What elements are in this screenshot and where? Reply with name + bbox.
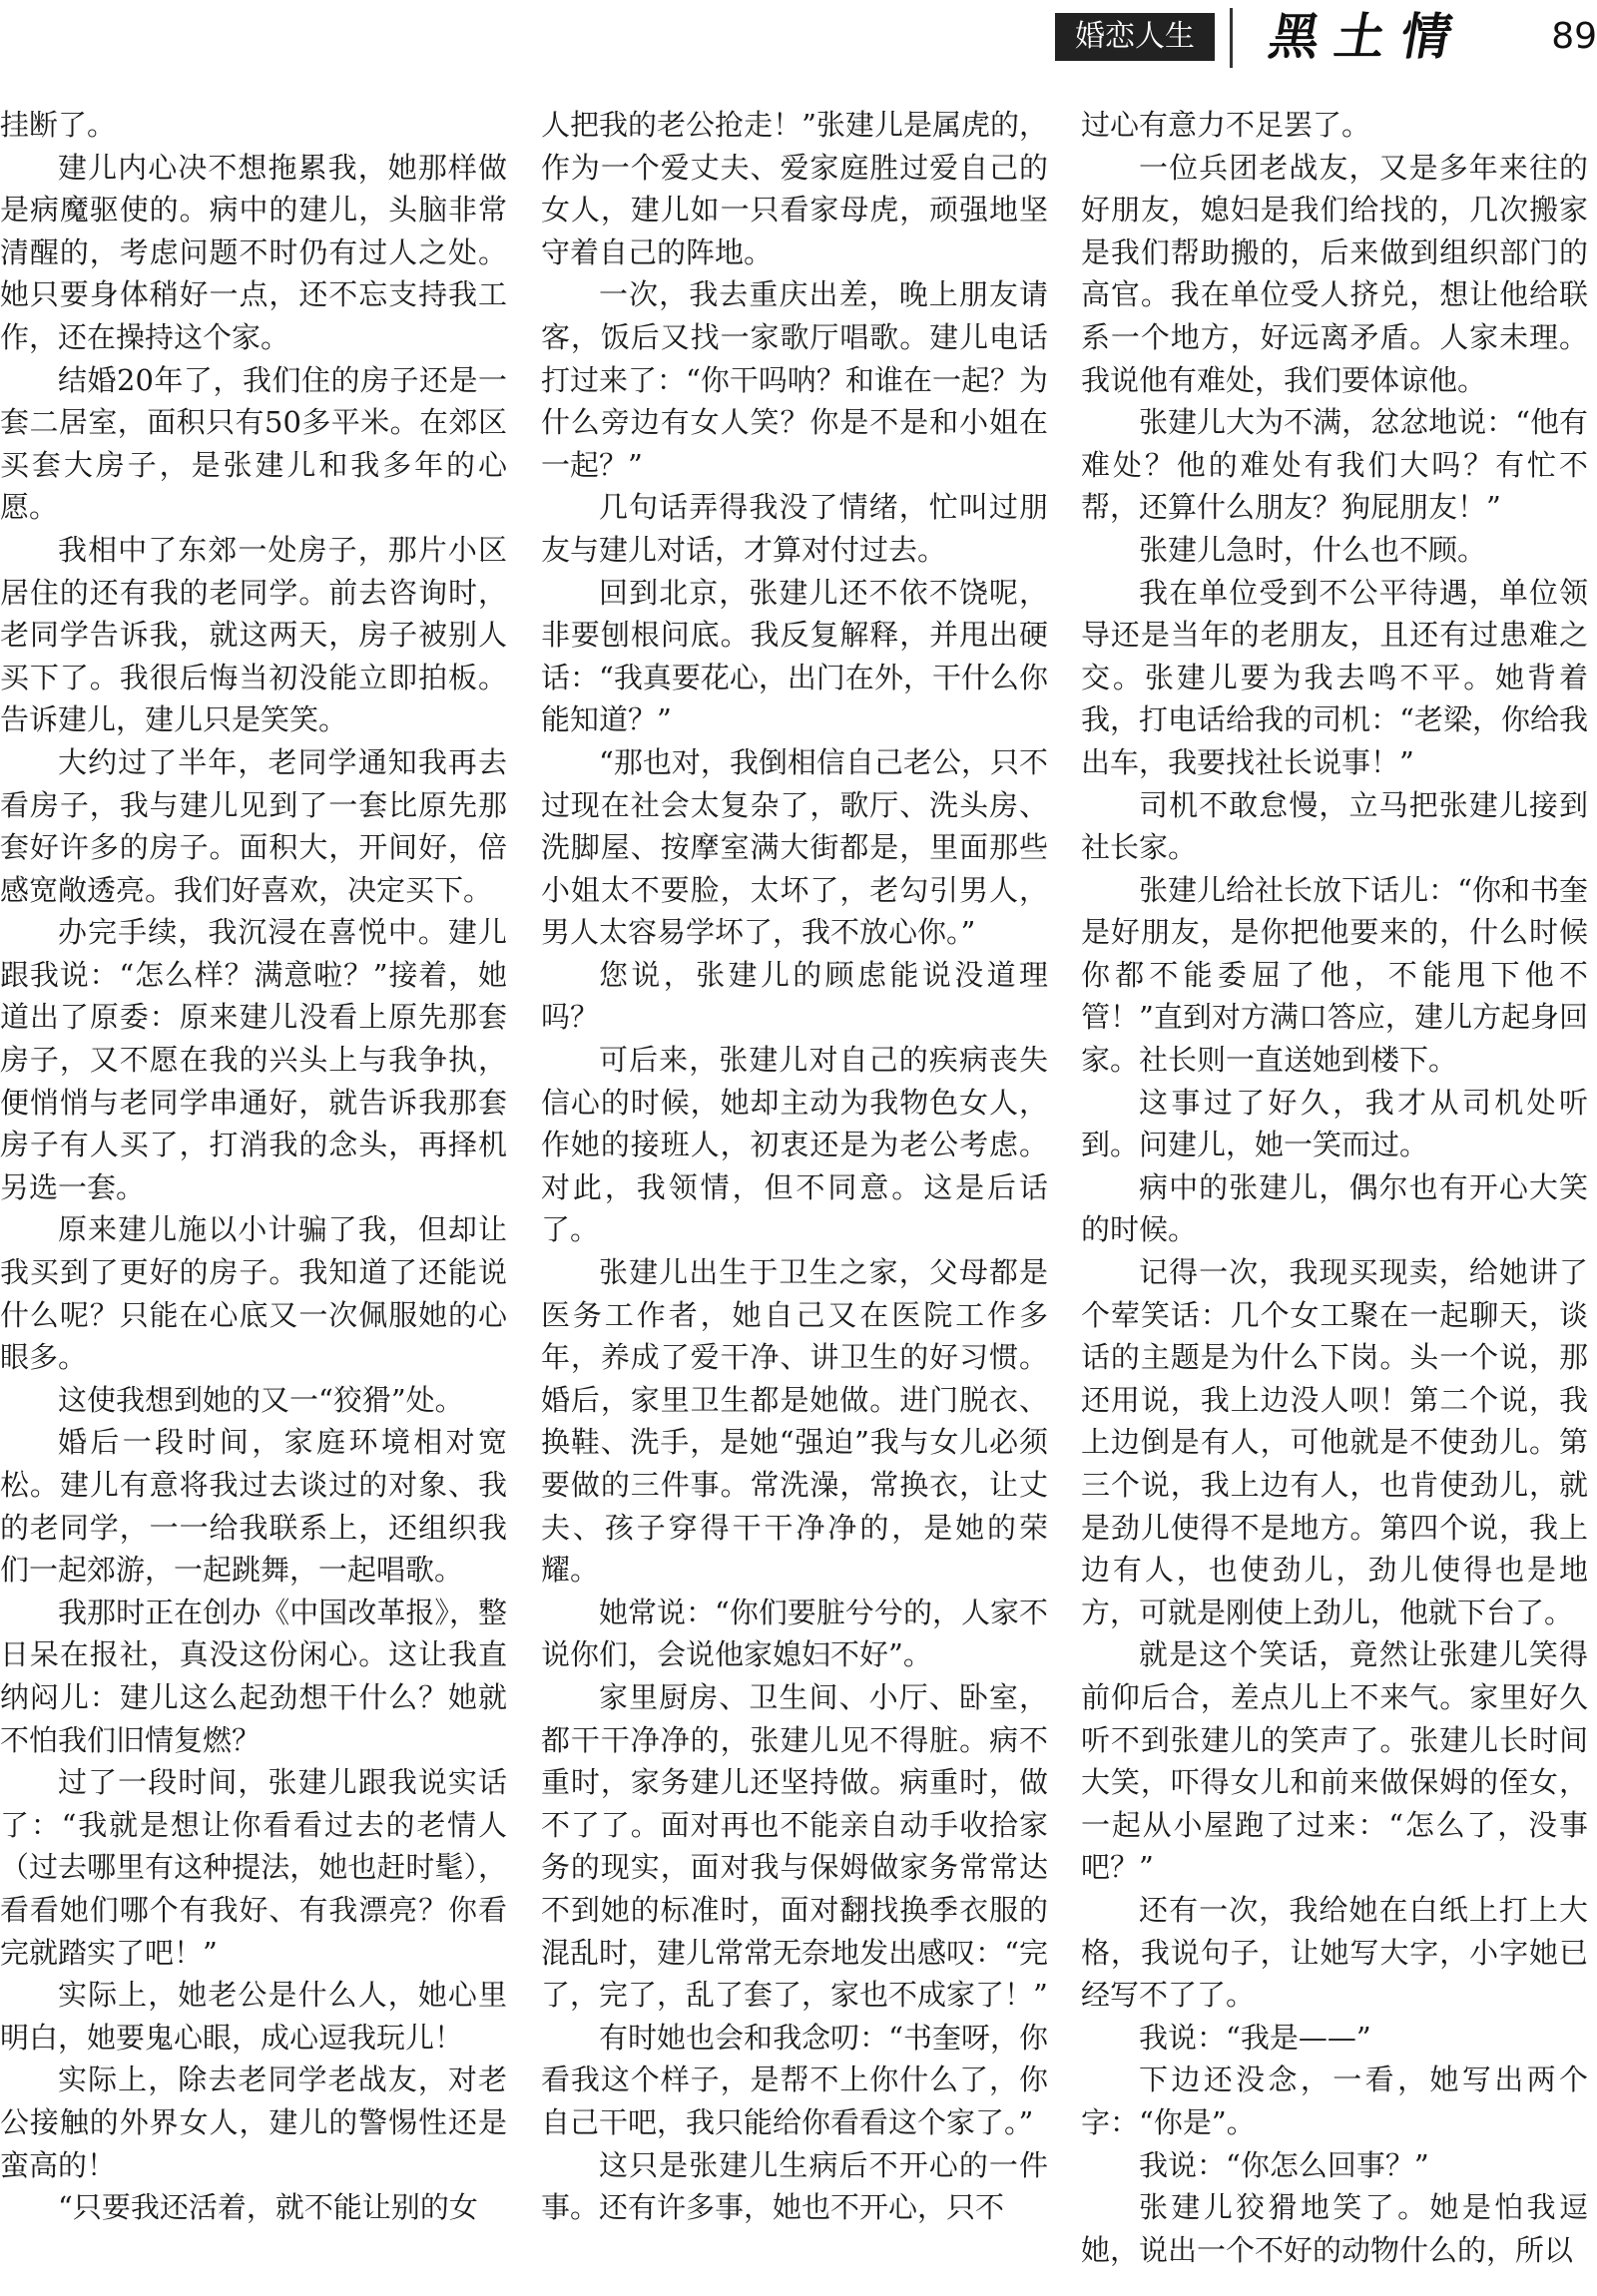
- paragraph: 张建儿大为不满，忿忿地说：“他有难处？他的难处有我们大吗？有忙不帮，还算什么朋友？狗屁朋友！”: [1081, 405, 1588, 525]
- text-column-3: [1081, 104, 1588, 2289]
- paragraph: 这使我想到她的又一“狡猾”处。: [58, 1382, 464, 1417]
- paragraph: 过了一段时间，张建儿跟我说实话了：“我就是想让你看看过去的老情人（过去哪里有这种提法，她也赶时髦），看看她们哪个有我好、有我漂亮？你看完就踏实了吧！”: [0, 1765, 507, 1970]
- paragraph: 原来建儿施以小计骗了我，但却让我买到了更好的房子。我知道了还能说什么呢？只能在心底又一次佩服她的心眼多。: [0, 1212, 507, 1375]
- paragraph: 家里厨房、卫生间、小厅、卧室，都干干净净的，张建儿见不得脏。病不重时，家务建儿还坚持做。病重时，做不了了。面对再也不能亲自动手收拾家务的现实，面对我与保姆做家务常常达不到她的标准时，面对翻找换季衣服的混乱时，建儿常常无奈地发出感叹：“完了，完了，乱了套了，家也不成家了！”: [541, 1679, 1048, 2013]
- paragraph: “那也对，我倒相信自己老公，只不过现在社会太复杂了，歌厅、洗头房、洗脚屋、按摩室满大街都是，里面那些小姐太不要脸，太坏了，老勾引男人，男人太容易学坏了，我不放心你。”: [541, 744, 1048, 950]
- paragraph: 我说：“你怎么回事？”: [1139, 2147, 1429, 2182]
- text-column-1: [0, 104, 507, 2289]
- magazine-logo: 黑土情: [1264, 7, 1473, 66]
- paragraph: 我说：“我是——”: [1139, 2020, 1371, 2055]
- paragraph: 我相中了东郊一处房子，那片小区居住的还有我的老同学。前去咨询时，老同学告诉我，就这两天，房子被别人买下了。我很后悔当初没能立即拍板。告诉建儿，建儿只是笑笑。: [0, 532, 507, 737]
- paragraph: 实际上，除去老同学老战友，对老公接触的外界女人，建儿的警惕性还是蛮高的！: [0, 2063, 507, 2182]
- text-column-2: [541, 104, 1048, 2289]
- paragraph: 过心有意力不足罢了。: [1081, 108, 1371, 142]
- paragraph: 病中的张建儿，偶尔也有开心大笑的时候。: [1081, 1169, 1588, 1247]
- header-divider: [1230, 8, 1233, 68]
- paragraph: 结婚20年了，我们住的房子还是一套二居室，面积只有50多平米。在郊区买套大房子，是张建儿和我多年的心愿。: [0, 362, 507, 525]
- paragraph: 还有一次，我给她在白纸上打上大格，我说句子，让她写大字，小字她已经写不了了。: [1081, 1892, 1588, 2013]
- paragraph: 您说，张建儿的顾虑能说没道理吗？: [541, 957, 1048, 1035]
- page-header: [0, 0, 1597, 80]
- paragraph: 这只是张建儿生病后不开心的一件事。还有许多事，她也不开心，只不: [541, 2147, 1048, 2225]
- paragraph: 记得一次，我现买现卖，给她讲了个荤笑话：几个女工聚在一起聊天，谈话的主题是为什么下岗。头一个说，那还用说，我上边没人呗！第二个说，我上边倒是有人，可他就是不使劲儿。第三个说，我上边有人，也肯使劲儿，就是劲儿使得不是地方。第四个说，我上边有人，也使劲儿，劲儿使得也是地方，可就是刚使上劲儿，他就下台了。: [1081, 1255, 1588, 1629]
- paragraph: 张建儿出生于卫生之家，父母都是医务工作者，她自己又在医院工作多年，养成了爱干净、讲卫生的好习惯。婚后，家里卫生都是她做。进门脱衣、换鞋、洗手，是她“强迫”我与女儿必须要做的三件事。常洗澡，常换衣，让丈夫、孩子穿得干干净净的，是她的荣耀。: [541, 1255, 1048, 1588]
- page-number: 89: [1551, 16, 1597, 57]
- paragraph: 挂断了。: [0, 108, 117, 142]
- paragraph: 下边还没念，一看，她写出两个字：“你是”。: [1081, 2063, 1588, 2139]
- section-badge: 婚恋人生: [1055, 13, 1215, 61]
- paragraph: 婚后一段时间，家庭环境相对宽松。建儿有意将我过去谈过的对象、我的老同学，一一给我联系上，还组织我们一起郊游，一起跳舞，一起唱歌。: [0, 1425, 507, 1588]
- paragraph: 回到北京，张建儿还不依不饶呢，非要刨根问底。我反复解释，并甩出硬话：“我真要花心，出门在外，干什么你能知道？”: [541, 575, 1048, 737]
- paragraph: 建儿内心决不想拖累我，她那样做是病魔驱使的。病中的建儿，头脑非常清醒的，考虑问题不时仍有过人之处。她只要身体稍好一点，还不忘支持我工作，还在操持这个家。: [0, 150, 507, 354]
- paragraph: 有时她也会和我念叨：“书奎呀，你看我这个样子，是帮不上你什么了，你自己干吧，我只能给你看看这个家了。”: [541, 2020, 1048, 2139]
- paragraph: 张建儿给社长放下话儿：“你和书奎是好朋友，是你把他要来的，什么时候你都不能委屈了他，不能甩下他不管！”直到对方满口答应，建儿方起身回家。社长则一直送她到楼下。: [1081, 872, 1588, 1078]
- paragraph: 实际上，她老公是什么人，她心里明白，她要鬼心眼，成心逗我玩儿！: [0, 1978, 507, 2055]
- paragraph: 人把我的老公抢走！”张建儿是属虎的，作为一个爱丈夫、爱家庭胜过爱自己的女人，建儿如一只看家母虎，顽强地坚守着自己的阵地。: [541, 108, 1048, 269]
- paragraph: 一位兵团老战友，又是多年来往的好朋友，媳妇是我们给找的，几次搬家是我们帮助搬的，后来做到组织部门的高官。我在单位受人挤兑，想让他给联系一个地方，好远离矛盾。人家未理。我说他有难处，我们要体谅他。: [1081, 150, 1588, 397]
- paragraph: 司机不敢怠慢，立马把张建儿接到社长家。: [1081, 787, 1588, 865]
- paragraph: 张建儿狡猾地笑了。她是怕我逗她，说出一个不好的动物什么的，所以: [1081, 2190, 1588, 2267]
- paragraph: 张建儿急时，什么也不顾。: [1139, 532, 1487, 567]
- paragraph: “只要我还活着，就不能让别的女: [58, 2190, 478, 2225]
- paragraph: 办完手续，我沉浸在喜悦中。建儿跟我说：“怎么样？满意啦？”接着，她道出了原委：原来建儿没看上原先那套房子，又不愿在我的兴头上与我争执，便悄悄与老同学串通好，就告诉我那套房子有人买了，打消我的念头，再择机另选一套。: [0, 915, 507, 1204]
- paragraph: 她常说：“你们要脏兮兮的，人家不说你们，会说他家媳妇不好”。: [541, 1595, 1048, 1672]
- paragraph: 就是这个笑话，竟然让张建儿笑得前仰后合，差点儿上不来气。家里好久听不到张建儿的笑声了。张建儿长时间大笑，吓得女儿和前来做保姆的侄女，一起从小屋跑了过来：“怎么了，没事吧？”: [1081, 1637, 1588, 1885]
- paragraph: 几句话弄得我没了情绪，忙叫过朋友与建儿对话，才算对付过去。: [541, 490, 1048, 567]
- paragraph: 我那时正在创办《中国改革报》，整日呆在报社，真没这份闲心。这让我直纳闷儿：建儿这么起劲想干什么？她就不怕我们旧情复燃？: [0, 1595, 507, 1757]
- paragraph: 可后来，张建儿对自己的疾病丧失信心的时候，她却主动为我物色女人，作她的接班人，初衷还是为老公考虑。对此，我领情，但不同意。这是后话了。: [541, 1043, 1048, 1247]
- paragraph: 我在单位受到不公平待遇，单位领导还是当年的老朋友，且还有过患难之交。张建儿要为我去鸣不平。她背着我，打电话给我的司机：“老梁，你给我出车，我要找社长说事！”: [1081, 575, 1588, 779]
- paragraph: 大约过了半年，老同学通知我再去看房子，我与建儿见到了一套比原先那套好许多的房子。面积大，开间好，倍感宽敞透亮。我们好喜欢，决定买下。: [0, 744, 507, 907]
- paragraph: 一次，我去重庆出差，晚上朋友请客，饭后又找一家歌厅唱歌。建儿电话打过来了：“你干吗呐？和谁在一起？为什么旁边有女人笑？你是不是和小姐在一起？”: [541, 277, 1048, 482]
- paragraph: 这事过了好久，我才从司机处听到。问建儿，她一笑而过。: [1081, 1085, 1588, 1162]
